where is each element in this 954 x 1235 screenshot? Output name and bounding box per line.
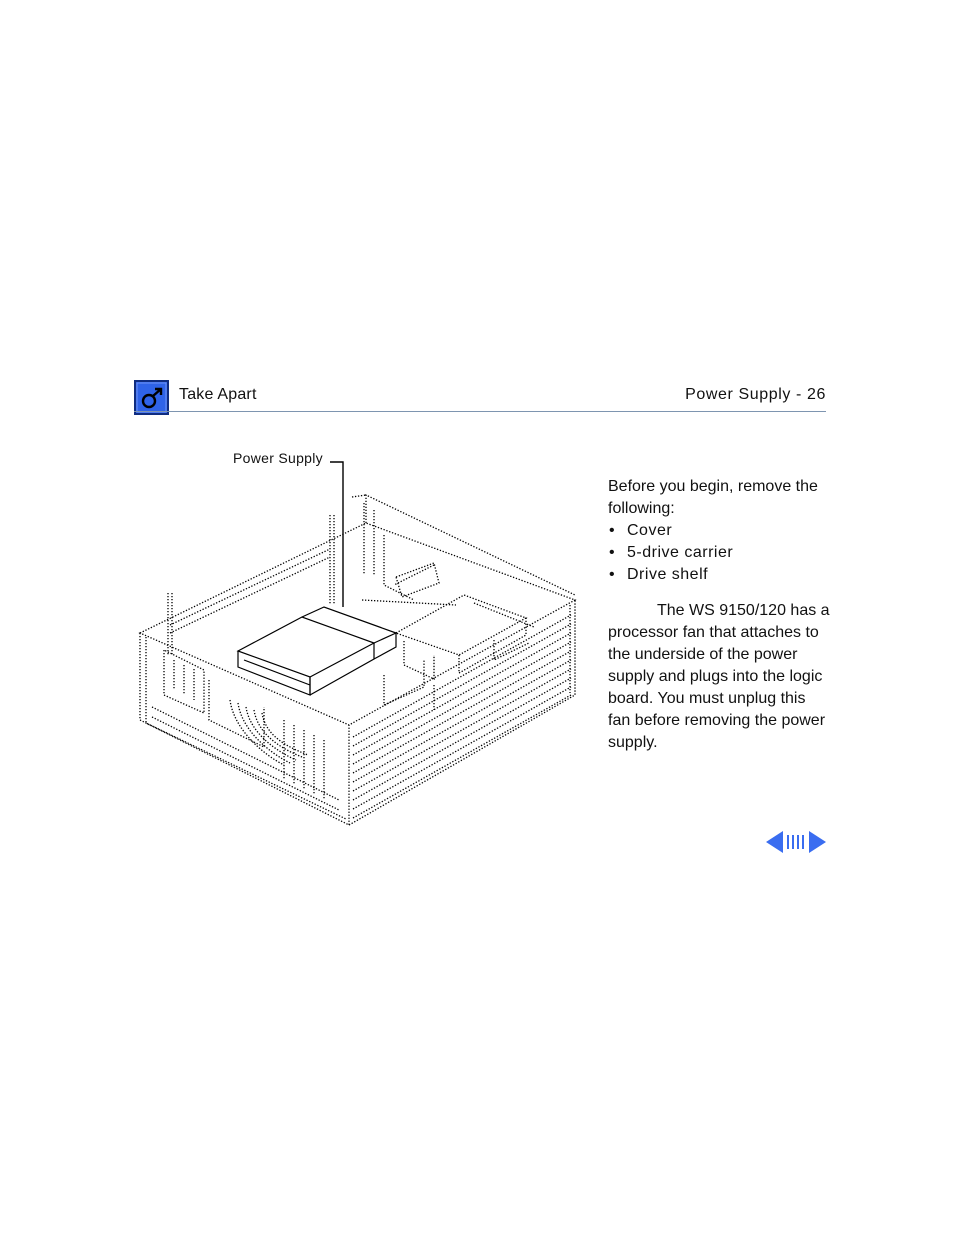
- page-title: Power Supply - 26: [685, 386, 826, 403]
- callout-leader-line: [330, 462, 343, 607]
- list-item: • Drive shelf: [609, 566, 709, 583]
- page-navigation: [765, 830, 827, 854]
- instructions-panel: [608, 476, 830, 754]
- apple-service-logo-icon: [134, 380, 169, 415]
- header-divider: [134, 411, 826, 412]
- list-item: • 5-drive carrier: [609, 544, 734, 561]
- section-title: Take Apart: [179, 386, 257, 403]
- power-supply-callout-label: Power Supply: [233, 450, 323, 466]
- page-index-icon[interactable]: [785, 830, 807, 854]
- next-arrow-icon[interactable]: [807, 830, 827, 854]
- processor-fan-note: The WS 9150/120 has a processor fan that attaches to the underside of the power supply and plugs into the logic board. You must unplug this fan before removing the power supply.: [608, 602, 830, 751]
- power-supply-unit: [238, 607, 396, 695]
- prerequisite-list: [608, 520, 830, 586]
- page-header: [134, 378, 826, 412]
- power-supply-illustration: [134, 455, 584, 830]
- intro-text: Before you begin, remove the following:: [608, 478, 818, 517]
- previous-arrow-icon[interactable]: [765, 830, 785, 854]
- list-item: • Cover: [609, 522, 673, 539]
